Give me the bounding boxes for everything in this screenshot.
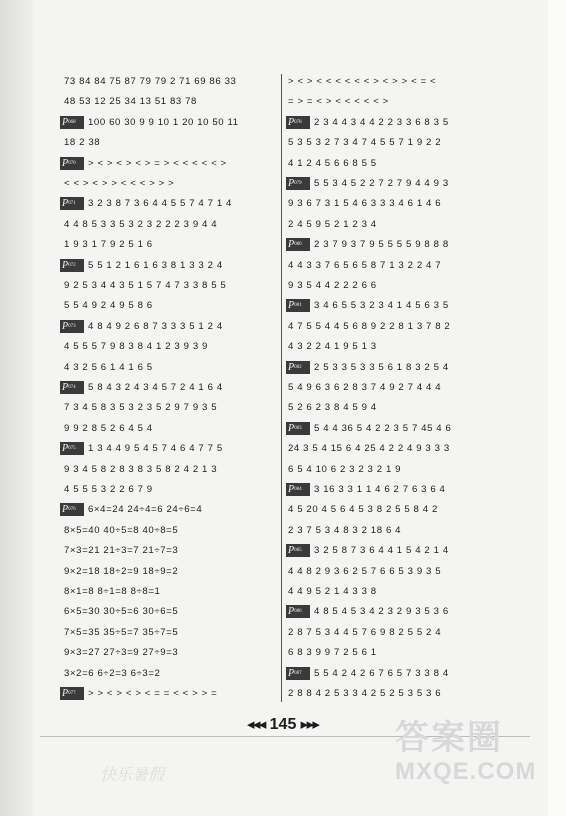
page-ref-letter: P	[288, 545, 295, 557]
page-ref-number: 080	[294, 242, 302, 248]
watermark-title: 答案圈	[395, 719, 503, 757]
page-ref-letter: P	[288, 606, 295, 618]
answer-line: 4 4 8 5 3 3 5 3 2 3 2 2 2 3 9 4 4	[64, 218, 218, 230]
page-ref-letter: P	[62, 157, 69, 169]
page-ref-letter: P	[288, 667, 295, 679]
page-ref-letter: P	[288, 178, 295, 189]
page-ref-number: 068	[68, 119, 76, 125]
answer-line: 2 8 7 5 3 4 4 5 7 6 9 8 2 5 5 2 4	[288, 626, 442, 638]
answer-line: = > = < > < < < < < >	[288, 96, 389, 108]
page-ref-letter: P	[288, 239, 295, 251]
page-binding-shadow	[0, 0, 34, 816]
page-ref-letter: P	[288, 361, 295, 373]
answer-line: 9 2 5 3 4 4 3 5 1 5 7 4 7 3 3 8 5 5	[64, 280, 227, 291]
answer-line: 48 53 12 25 34 13 51 83 78	[64, 96, 197, 108]
watermark-brand: 快乐暑假	[100, 767, 165, 784]
page-ref-number: 074	[68, 385, 76, 390]
page-ref-letter: P	[62, 443, 69, 455]
answer-line: 5 4 4 36 5 4 2 2 3 5 7 45 4 6	[314, 422, 452, 434]
page-ref-letter: P	[62, 198, 69, 210]
answer-line: 5 4 9 6 3 6 2 8 3 7 4 9 2 7 4 4 4	[288, 382, 442, 393]
page-ref-badge	[286, 544, 310, 557]
page-ref-number: 079	[294, 181, 302, 186]
page-ref-badge	[286, 299, 310, 312]
page-ref-badge	[286, 116, 310, 129]
page-ref-number: 078	[294, 119, 302, 125]
page-ref-letter: P	[62, 382, 69, 393]
answer-line: 4 5 20 4 5 6 4 5 3 8 2 5 5 8 4 2	[288, 504, 438, 516]
answer-line: 73 84 84 75 87 79 79 2 71 69 86 33	[64, 76, 237, 87]
answer-line: 2 3 7 5 3 4 8 3 2 18 6 4	[288, 524, 402, 536]
answer-line: 6×4=24 24÷4=6 24÷6=4	[88, 504, 203, 516]
answer-line: 3×2=6 6÷2=3 6÷3=2	[64, 667, 161, 679]
answer-line: > < > < > < > = > < < < < < >	[88, 157, 227, 169]
page-ref-badge	[60, 116, 84, 129]
answer-line: 5 8 4 3 2 4 3 4 5 7 2 4 1 6 4	[88, 382, 223, 393]
page-ref-badge	[286, 667, 310, 680]
answer-line: 4 8 4 9 2 6 8 7 3 3 3 5 1 2 4	[88, 320, 223, 332]
answer-line: 8×1=8 8÷1=8 8÷8=1	[64, 586, 161, 597]
page-ref-letter: P	[62, 688, 69, 699]
page-ref-badge	[286, 361, 310, 374]
page-ref-badge	[286, 483, 310, 496]
answer-line: 5 5 1 2 1 6 1 6 3 8 1 3 3 2 4	[88, 259, 223, 271]
answer-line: 100 60 30 9 9 10 1 20 10 50 11	[88, 116, 239, 128]
answer-line: 6×5=30 30÷5=6 30÷6=5	[64, 606, 179, 618]
answer-line: 9×3=27 27÷3=9 27÷9=3	[64, 647, 179, 659]
column-divider	[281, 74, 282, 702]
answer-line: 4 4 3 3 7 6 5 6 5 8 7 1 3 2 2 4 7	[288, 259, 442, 271]
answer-line: 8×5=40 40÷5=8 40÷8=5	[64, 524, 179, 536]
answer-line: 4 5 5 5 3 2 2 6 7 9	[64, 484, 153, 495]
answer-line: 18 2 38	[64, 137, 101, 149]
answer-line: < < > < > > < < < > > >	[64, 178, 175, 189]
page-ref-number: 077	[68, 691, 76, 696]
answer-line: 5 5 3 4 5 2 2 7 2 7 9 4 4 9 3	[314, 178, 449, 189]
answer-line: 2 5 3 3 5 3 3 5 6 1 8 3 2 5 4	[314, 361, 449, 373]
page-ref-letter: P	[288, 116, 295, 128]
answer-line: 6 8 3 9 9 7 2 5 6 1	[288, 647, 377, 659]
answer-line: 5 5 4 9 2 4 9 5 8 6	[64, 300, 153, 312]
answer-line: 4 7 5 5 4 4 5 6 8 9 2 2 8 1 3 7 8 2	[288, 320, 451, 332]
answer-line: 1 3 4 4 9 5 4 5 7 4 6 4 7 7 5	[88, 443, 223, 455]
page-ref-number: 070	[68, 160, 76, 166]
page-ref-badge	[60, 197, 84, 210]
answer-line: 4 8 5 4 5 3 4 2 3 2 9 3 5 3 6	[314, 606, 449, 618]
page-ref-number: 083	[294, 425, 302, 431]
answer-line: 9 3 4 5 8 2 8 3 8 3 5 8 2 4 2 1 3	[64, 463, 218, 475]
page-ref-letter: P	[288, 484, 295, 495]
page-edge	[548, 0, 566, 816]
answer-line: 9 3 5 4 4 2 2 2 6 6	[288, 280, 377, 291]
page-ref-badge	[286, 422, 310, 435]
answer-line: > < > < < < < < < > < > > < = <	[288, 76, 437, 87]
page-ref-badge	[60, 381, 84, 394]
page-ref-number: 076	[68, 507, 76, 513]
page-ref-letter: P	[288, 422, 295, 434]
answer-line: 7 3 4 5 8 3 5 3 2 3 5 2 9 7 9 3 5	[64, 402, 218, 414]
answer-line: 5 2 6 2 3 8 4 5 9 4	[288, 402, 377, 414]
page-ref-badge	[286, 238, 310, 251]
answer-line: 3 4 6 5 5 3 2 3 4 1 4 5 6 3 5	[314, 300, 449, 312]
answer-line: 9 9 2 8 5 2 6 4 5 4	[64, 422, 153, 434]
page-ref-badge	[60, 442, 84, 455]
page-ref-number: 073	[68, 323, 76, 329]
page-ref-letter: P	[62, 116, 69, 128]
answer-line: 2 4 5 9 5 2 1 2 3 4	[288, 218, 377, 230]
answer-line: 24 3 5 4 15 6 4 25 4 2 2 4 9 3 3 3	[288, 443, 450, 455]
answer-line: 9 3 6 7 3 1 5 4 6 3 3 3 4 6 1 4 6	[288, 198, 442, 210]
answer-line: 3 2 5 8 7 3 6 4 4 1 5 4 2 1 4	[314, 545, 449, 557]
answer-line: > > < > < > < = = < < > > =	[88, 688, 218, 699]
page-ref-number: 086	[294, 609, 302, 615]
page-ref-badge	[60, 259, 84, 272]
page-ref-badge	[60, 503, 84, 516]
page-ref-number: 085	[294, 548, 302, 554]
page-ref-letter: P	[62, 259, 69, 271]
answer-line: 3 16 3 3 1 1 4 6 2 7 6 3 6 4	[314, 484, 446, 495]
page-ref-badge	[286, 177, 310, 190]
answer-line: 6 5 4 10 6 2 3 2 3 2 1 9	[288, 463, 402, 475]
page-ref-letter: P	[288, 300, 295, 312]
answer-line: 4 3 2 5 6 1 4 1 6 5	[64, 361, 153, 373]
answer-line: 5 5 4 2 4 2 6 7 6 5 7 3 3 8 4	[314, 667, 449, 679]
answer-line: 2 8 8 4 2 5 3 3 4 2 5 2 5 3 5 3 6	[288, 688, 442, 699]
answer-line: 4 1 2 4 5 6 6 8 5 5	[288, 157, 377, 169]
answer-line: 4 4 9 5 2 1 4 3 3 8	[288, 586, 377, 597]
answer-line: 7×3=21 21÷3=7 21÷7=3	[64, 545, 179, 557]
page-ref-number: 071	[68, 201, 76, 207]
answer-line: 1 9 3 1 7 9 2 5 1 6	[64, 239, 153, 251]
answer-line: 4 4 8 2 9 3 6 2 5 7 6 6 5 3 9 3 5	[288, 565, 442, 577]
answer-line: 4 3 2 2 4 1 9 5 1 3	[288, 341, 377, 353]
page-ref-number: 087	[294, 670, 302, 676]
page-ref-badge	[60, 320, 84, 333]
footer-left-arrows: ◀◀◀	[247, 719, 266, 730]
page-ref-number: 081	[294, 303, 302, 309]
answer-line: 2 3 7 9 3 7 9 5 5 5 5 9 8 8 8	[314, 239, 449, 251]
page-ref-number: 082	[294, 364, 302, 370]
page-ref-letter: P	[62, 320, 69, 332]
answer-line: 4 5 5 5 7 9 8 3 8 4 1 2 3 9 3 9	[64, 341, 208, 353]
answer-line: 5 3 5 3 2 7 3 4 7 4 5 5 7 1 9 2 2	[288, 137, 442, 149]
watermark-site: MXQE.COM	[395, 758, 537, 785]
page-ref-number: 072	[68, 262, 76, 268]
page-ref-badge	[60, 157, 84, 170]
page-ref-badge	[286, 605, 310, 618]
page-number: 145	[269, 716, 297, 733]
page-ref-number: 084	[294, 487, 302, 492]
footer-right-arrows: ▶▶▶	[300, 719, 319, 730]
answer-line: 3 2 3 8 7 3 6 4 4 5 5 7 4 7 1 4	[88, 198, 232, 210]
page-ref-letter: P	[62, 504, 69, 516]
answer-line: 2 3 4 4 3 4 4 2 2 3 3 6 8 3 5	[314, 116, 449, 128]
answer-line: 9×2=18 18÷2=9 18÷9=2	[64, 565, 179, 577]
answer-line: 7×5=35 35÷5=7 35÷7=5	[64, 626, 179, 638]
page-ref-number: 075	[68, 446, 76, 452]
page-ref-badge	[60, 687, 84, 700]
